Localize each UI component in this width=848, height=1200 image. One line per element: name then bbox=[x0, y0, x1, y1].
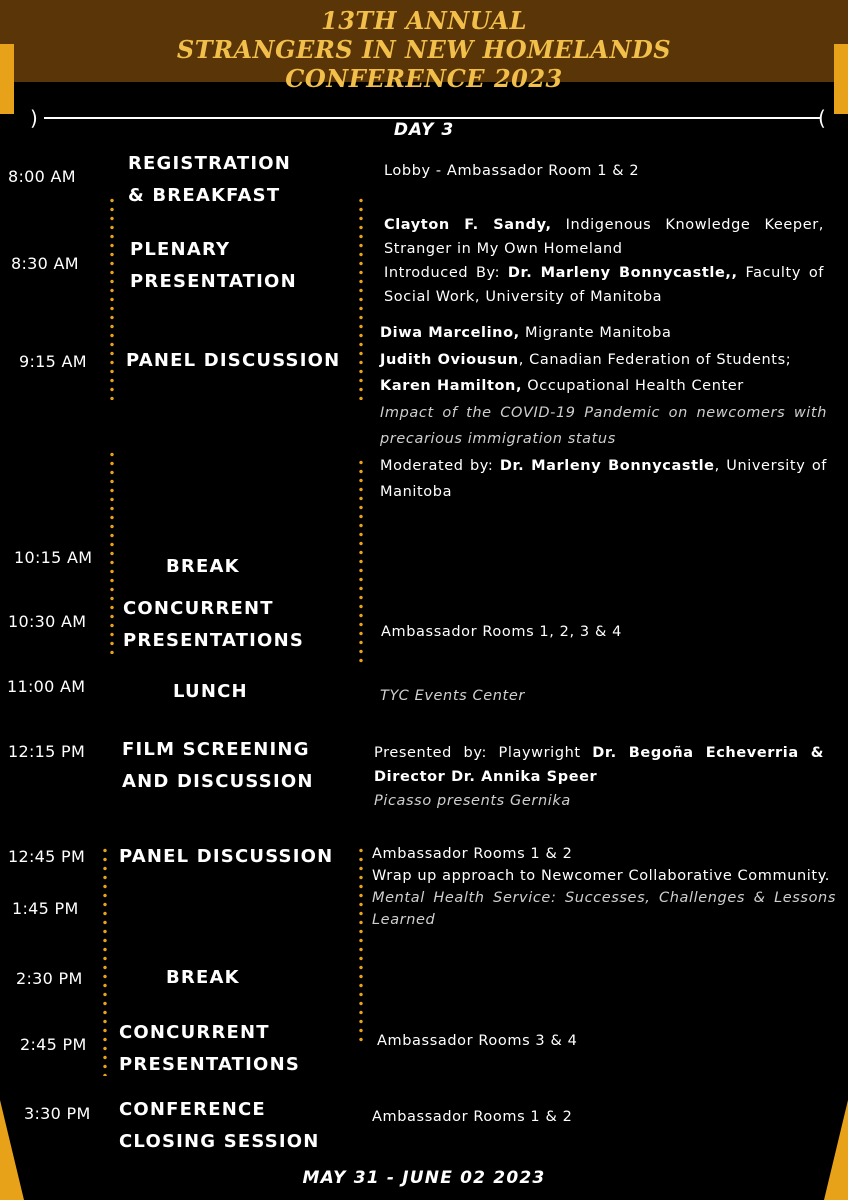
title-line-3: CONFERENCE 2023 bbox=[285, 64, 563, 93]
day-label: DAY 3 bbox=[393, 120, 455, 140]
time-1015: 10:15 AM bbox=[14, 548, 93, 567]
title-line-1: 13TH ANNUAL bbox=[321, 6, 527, 35]
time-1215: 12:15 PM bbox=[8, 742, 86, 761]
timeline-dots-mid-3 bbox=[359, 846, 363, 1046]
detail-panel-discussion-1: Diwa Marcelino, Migrante Manitoba Judith Oviousun, Canadian Federation of Students; Karen Hamilton, Occupational Health Center Impact of the COVID-19 Pandemic on newcomers with precarious immigration status Moderated by: Dr. Marleny Bonnycastle, University of Manitoba bbox=[380, 325, 827, 500]
activity-break-1: BREAK bbox=[166, 556, 240, 577]
activity-lunch: LUNCH bbox=[173, 681, 248, 702]
activity-concurrent-1: CONCURRENT PRESENTATIONS bbox=[123, 598, 304, 651]
time-0915: 9:15 AM bbox=[19, 352, 87, 371]
detail-plenary: Clayton F. Sandy, Indigenous Knowledge Keeper, Stranger in My Own Homeland Introduced By: Dr. Marleny Bonnycastle,, Faculty of Social Work, University of Manitoba bbox=[384, 217, 824, 305]
header-divider bbox=[44, 117, 820, 119]
activity-break-2: BREAK bbox=[166, 967, 240, 988]
detail-registration: Lobby - Ambassador Room 1 & 2 bbox=[384, 163, 640, 179]
detail-film-screening: Presented by: Playwright Dr. Begoña Echeverria & Director Dr. Annika Speer Picasso presents Gernika bbox=[374, 745, 824, 809]
detail-concurrent-2: Ambassador Rooms 3 & 4 bbox=[377, 1033, 578, 1049]
activity-closing-session: CONFERENCE CLOSING SESSION bbox=[119, 1099, 320, 1152]
detail-concurrent-1: Ambassador Rooms 1, 2, 3 & 4 bbox=[381, 624, 622, 640]
timeline-dots-left-2 bbox=[110, 450, 114, 654]
time-1530: 3:30 PM bbox=[24, 1104, 91, 1123]
detail-lunch: TYC Events Center bbox=[380, 688, 525, 704]
time-1030: 10:30 AM bbox=[8, 612, 87, 631]
timeline-dots-left-3 bbox=[103, 846, 107, 1076]
detail-closing-session: Ambassador Rooms 1 & 2 bbox=[372, 1109, 573, 1125]
activity-panel-discussion-1: PANEL DISCUSSION bbox=[126, 350, 341, 371]
timeline-dots-mid-1 bbox=[359, 196, 363, 400]
divider-cap-left: ) bbox=[30, 106, 38, 130]
activity-plenary: PLENARY PRESENTATION bbox=[130, 239, 297, 292]
activity-registration: REGISTRATION & BREAKFAST bbox=[128, 153, 292, 206]
time-1430: 2:30 PM bbox=[16, 969, 83, 988]
time-0830: 8:30 AM bbox=[11, 254, 79, 273]
title-line-2: STRANGERS IN NEW HOMELANDS bbox=[176, 35, 672, 64]
timeline-dots-left-1 bbox=[110, 196, 114, 400]
time-1100: 11:00 AM bbox=[7, 677, 86, 696]
activity-film-screening: FILM SCREENING AND DISCUSSION bbox=[122, 739, 314, 792]
time-1345: 1:45 PM bbox=[12, 899, 79, 918]
activity-panel-discussion-2: PANEL DISCUSSION bbox=[119, 846, 334, 867]
divider-cap-right: ( bbox=[818, 106, 826, 130]
time-1445: 2:45 PM bbox=[20, 1035, 87, 1054]
footer-dates: MAY 31 - JUNE 02 2023 bbox=[302, 1168, 546, 1188]
detail-panel-discussion-2: Ambassador Rooms 1 & 2 Wrap up approach to Newcomer Collaborative Community. Mental Health Service: Successes, Challenges & Lessons Learned bbox=[372, 846, 836, 928]
time-1245: 12:45 PM bbox=[8, 847, 86, 866]
activity-concurrent-2: CONCURRENT PRESENTATIONS bbox=[119, 1022, 300, 1075]
time-0800: 8:00 AM bbox=[8, 167, 76, 186]
timeline-dots-mid-2 bbox=[359, 458, 363, 664]
